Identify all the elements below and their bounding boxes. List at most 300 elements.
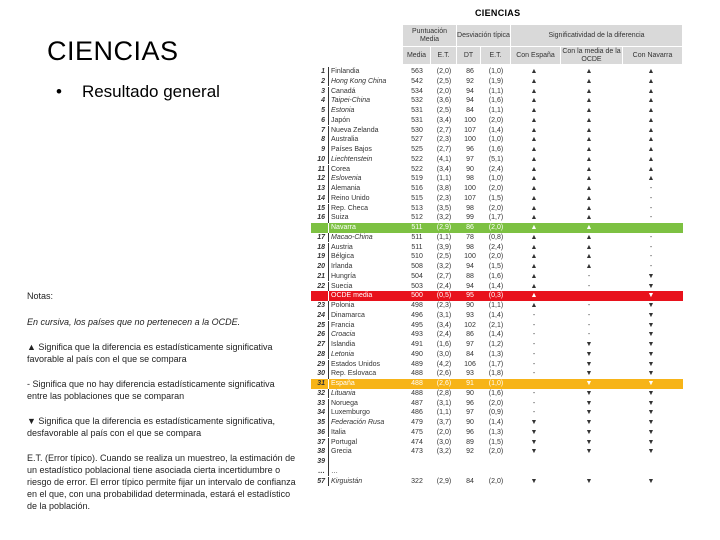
mean-cell: 496 (411, 311, 423, 319)
sd-se-cell: (1,1) (488, 107, 504, 114)
mean-se-cell: (1,6) (436, 341, 452, 348)
mean-se-cell: (3,6) (436, 97, 452, 105)
table-row (311, 457, 683, 467)
sig-navarra-cell: ▼ (647, 448, 655, 456)
country-cell: Austria (328, 243, 401, 253)
country-cell: Portugal (328, 438, 401, 448)
sd-cell: 98 (466, 175, 474, 183)
table-row (311, 379, 683, 389)
country-cell: Kirguistán (328, 477, 401, 487)
sd-se-cell: (1,1) (488, 302, 504, 309)
mean-se-cell: (2,0) (436, 428, 452, 436)
table-row (311, 291, 683, 301)
sig-spain-cell: - (532, 389, 536, 397)
down-arrow-note: ▼ Significa que la diferencia es estadísticamente significativa, desfavorable al país con el que se compara (27, 416, 276, 438)
mean-se-cell: (3,4) (436, 321, 452, 329)
sig-navarra-cell: - (649, 263, 653, 270)
table-row (311, 321, 683, 331)
sd-se-cell: (1,6) (488, 146, 504, 153)
country-cell: Lituania (328, 389, 401, 399)
country-cell: Australia (328, 135, 401, 145)
sd-se-cell: (1,8) (488, 370, 504, 378)
sd-se-cell: (1,4) (488, 282, 504, 290)
sig-navarra-cell: ▼ (647, 282, 655, 290)
rank-cell: 17 (317, 233, 325, 241)
mean-se-cell: (2,9) (436, 224, 452, 231)
mean-cell: 474 (411, 438, 423, 446)
mean-cell: 534 (411, 87, 423, 95)
sig-spain-cell: ▲ (530, 68, 538, 75)
country-cell: Rep. Eslovaca (328, 369, 401, 379)
mean-se-cell: (1,1) (436, 175, 452, 183)
sig-oecd-cell: - (587, 311, 591, 319)
rank-cell: 36 (317, 428, 325, 436)
mean-se-cell: (3,7) (436, 419, 452, 426)
sig-spain-cell: ▲ (530, 224, 538, 231)
country-cell: Bélgica (328, 252, 401, 262)
sig-spain-cell: ▲ (530, 272, 538, 280)
rank-cell: 2 (321, 77, 325, 85)
country-cell: Alemania (328, 184, 401, 194)
header-sd-group: Desviación típica (457, 25, 511, 47)
rank-cell: 11 (317, 165, 325, 173)
sd-cell: 107 (464, 194, 476, 202)
sig-spain-cell: ▲ (530, 263, 538, 270)
country-cell: Suecia (328, 282, 401, 292)
sig-oecd-cell: ▲ (585, 214, 593, 222)
country-cell: Nueva Zelanda (328, 126, 401, 136)
rank-cell: 8 (321, 136, 325, 144)
sig-oecd-cell: ▲ (585, 116, 593, 124)
rank-cell: 26 (317, 331, 325, 339)
sd-cell: 78 (466, 233, 474, 241)
sig-spain-cell: - (532, 409, 536, 417)
mean-se-cell: (4,2) (436, 360, 452, 368)
country-cell: Croacia (328, 330, 401, 340)
sig-spain-cell: - (532, 341, 536, 348)
table-row (311, 165, 683, 175)
country-cell: España (328, 379, 401, 389)
sig-navarra-cell: ▼ (647, 360, 655, 368)
mean-cell: 488 (411, 389, 423, 397)
rank-cell: 25 (317, 321, 325, 329)
slide-title: CIENCIAS (47, 36, 179, 66)
sd-cell: 91 (466, 380, 474, 387)
mean-cell: 512 (411, 214, 423, 222)
table-row (311, 145, 683, 155)
rank-cell: 38 (317, 448, 325, 456)
sig-navarra-cell: ▼ (647, 321, 655, 329)
sig-navarra-cell: - (649, 214, 653, 222)
table-row (311, 204, 683, 214)
mean-cell: 503 (411, 282, 423, 290)
rank-cell: 32 (317, 389, 325, 397)
sig-navarra-cell: ▲ (647, 126, 655, 134)
mean-cell: 531 (411, 116, 423, 124)
country-cell: Italia (328, 428, 401, 438)
sd-se-cell: (1,1) (488, 87, 504, 95)
sig-spain-cell: ▼ (530, 448, 538, 456)
mean-cell: 322 (411, 477, 423, 485)
sd-se-cell: (1,6) (488, 272, 504, 280)
mean-cell: 488 (411, 370, 423, 378)
sig-oecd-cell: ▲ (585, 126, 593, 134)
sd-cell: 96 (466, 399, 474, 407)
sd-se-cell: (2,0) (488, 253, 504, 261)
sig-spain-cell: ▲ (530, 107, 538, 114)
mean-cell: 490 (411, 350, 423, 358)
rank-cell: 22 (317, 282, 325, 290)
sig-navarra-cell: - (649, 243, 653, 251)
sig-oecd-cell: - (587, 302, 591, 309)
table-row (311, 126, 683, 136)
sig-spain-cell: ▲ (530, 185, 538, 192)
rank-cell: 19 (317, 253, 325, 261)
sig-spain-cell: ▲ (530, 292, 538, 300)
sig-oecd-cell: ▼ (585, 409, 593, 417)
table-row (311, 467, 683, 477)
country-cell (328, 457, 401, 467)
mean-se-cell: (3,1) (436, 399, 452, 407)
sd-cell: 95 (466, 292, 474, 300)
mean-cell: 488 (411, 380, 423, 387)
sd-se-cell: (2,0) (488, 116, 504, 124)
table-row (311, 155, 683, 165)
rank-cell: 1 (321, 68, 325, 75)
sig-oecd-cell: ▼ (585, 448, 593, 456)
sd-cell: 97 (466, 409, 474, 417)
country-cell: Rep. Checa (328, 204, 401, 214)
sig-navarra-cell: ▲ (647, 77, 655, 85)
table-row (311, 438, 683, 448)
sig-oecd-cell: ▼ (585, 370, 593, 378)
sig-spain-cell: ▲ (530, 165, 538, 173)
rank-cell: 30 (317, 370, 325, 378)
mean-se-cell: (0,5) (436, 292, 452, 300)
sd-se-cell: (1,5) (488, 263, 504, 270)
sd-cell: 107 (464, 126, 476, 134)
mean-cell: 495 (411, 321, 423, 329)
country-cell: Dinamarca (328, 311, 401, 321)
rank-cell: 15 (317, 204, 325, 212)
header-con-navarra: Con Navarra (623, 47, 683, 65)
sig-navarra-cell: ▲ (647, 107, 655, 114)
country-cell: Eslovenia (328, 174, 401, 184)
mean-cell: 500 (411, 292, 423, 300)
mean-cell: 473 (411, 448, 423, 456)
bullet-text: Resultado general (81, 82, 220, 101)
sig-navarra-cell: ▲ (647, 155, 655, 163)
country-cell: Hungría (328, 272, 401, 282)
sd-se-cell: (2,0) (488, 399, 504, 407)
country-cell: Letonia (328, 350, 401, 360)
sd-cell: 97 (466, 341, 474, 348)
sd-cell: 90 (466, 165, 474, 173)
sd-cell: 84 (466, 477, 474, 485)
table-row (311, 272, 683, 282)
table-row (311, 447, 683, 457)
sd-cell: 100 (464, 253, 476, 261)
sig-navarra-cell: - (649, 194, 653, 202)
mean-se-cell: (2,0) (436, 68, 452, 75)
sig-spain-cell: ▼ (530, 477, 538, 485)
country-cell: Hong Kong China (328, 77, 401, 87)
mean-se-cell: (2,5) (436, 77, 452, 85)
sig-spain-cell: ▲ (530, 214, 538, 222)
sd-se-cell: (1,4) (488, 311, 504, 319)
country-cell: Navarra (328, 223, 401, 233)
sd-se-cell: (1,4) (488, 419, 504, 426)
sd-se-cell: (2,0) (488, 204, 504, 212)
rank-cell: 34 (317, 409, 325, 417)
sig-navarra-cell: ▲ (647, 146, 655, 153)
sig-oecd-cell: ▼ (585, 428, 593, 436)
rank-cell: 21 (317, 272, 325, 280)
sd-cell: 90 (466, 419, 474, 426)
sig-oecd-cell: ▼ (585, 419, 593, 426)
table-row (311, 184, 683, 194)
rank-cell: 23 (317, 302, 325, 309)
sig-oecd-cell: ▲ (585, 136, 593, 144)
table-row (311, 408, 683, 418)
sig-spain-cell: ▲ (530, 175, 538, 183)
rank-cell: … (318, 467, 325, 475)
mean-se-cell: (3,2) (436, 214, 452, 222)
sig-spain-cell: ▲ (530, 136, 538, 144)
sd-se-cell: (1,0) (488, 380, 504, 387)
sig-navarra-cell: ▼ (647, 341, 655, 348)
sig-oecd-cell: ▼ (585, 350, 593, 358)
sd-cell: 102 (464, 321, 476, 329)
rank-cell: 5 (321, 107, 325, 114)
mean-se-cell: (3,2) (436, 263, 452, 270)
mean-se-cell: (3,2) (436, 448, 452, 456)
sig-oecd-cell: - (587, 282, 591, 290)
sig-navarra-cell: ▼ (647, 419, 655, 426)
country-cell: Francia (328, 321, 401, 331)
sig-spain-cell: ▼ (530, 428, 538, 436)
sig-spain-cell: ▲ (530, 87, 538, 95)
table-row (311, 106, 683, 116)
mean-se-cell: (2,9) (436, 477, 452, 485)
rank-cell: 37 (317, 438, 325, 446)
notes-heading: Notas: (27, 291, 54, 301)
table-row (311, 418, 683, 428)
mean-se-cell: (2,5) (436, 253, 452, 261)
country-cell: Estonia (328, 106, 401, 116)
sig-spain-cell: - (532, 331, 536, 339)
sig-oecd-cell: ▼ (585, 360, 593, 368)
sig-navarra-cell: ▼ (647, 409, 655, 417)
sig-spain-cell: ▲ (530, 77, 538, 85)
rank-cell: 6 (321, 116, 325, 124)
rank-cell: 35 (317, 419, 325, 426)
table-row (311, 174, 683, 184)
bullet-item (56, 82, 220, 102)
sig-oecd-cell: ▼ (585, 380, 593, 387)
sig-oecd-cell: ▼ (585, 389, 593, 397)
sig-spain-cell: - (532, 321, 536, 329)
sig-navarra-cell: - (649, 253, 653, 261)
country-cell: Estados Unidos (328, 360, 401, 370)
rank-cell: 9 (321, 146, 325, 153)
sig-oecd-cell: ▲ (585, 233, 593, 241)
sd-se-cell: (1,3) (488, 350, 504, 358)
sig-oecd-cell: ▼ (585, 341, 593, 348)
country-cell: Grecia (328, 447, 401, 457)
up-arrow-note: ▲ Significa que la diferencia es estadísticamente significativa favorable al país con el que se compara (27, 342, 273, 364)
rank-cell: 13 (317, 185, 325, 192)
header-con-ocde: Con la media de la OCDE (561, 47, 623, 65)
sd-cell: 96 (466, 146, 474, 153)
standard-error-note: E.T. (Error típico). Cuando se realiza un muestreo, la estimación de un estadístico poblacional tiene asociada cierta incertidumbre o riesgo de error. El error típico permite fijar un intervalo de confianza en el que, con una probabilidad determinada, estará el estadístico de la población. (27, 453, 296, 511)
country-cell: Canadá (328, 87, 401, 97)
sig-spain-cell: ▲ (530, 204, 538, 212)
sd-cell: 88 (466, 272, 474, 280)
mean-cell: 511 (411, 233, 423, 241)
sig-oecd-cell: ▲ (585, 175, 593, 183)
sig-spain-cell: ▼ (530, 419, 538, 426)
country-cell: Suiza (328, 213, 401, 223)
sig-oecd-cell: - (587, 272, 591, 280)
sig-navarra-cell: ▼ (647, 350, 655, 358)
sig-spain-cell: ▼ (530, 438, 538, 446)
table-row (311, 194, 683, 204)
sig-navarra-cell: ▲ (647, 68, 655, 75)
sd-cell: 86 (466, 224, 474, 231)
sd-se-cell: (2,4) (488, 165, 504, 173)
rank-cell: 24 (317, 311, 325, 319)
sig-oecd-cell: - (587, 331, 591, 339)
mean-cell: 504 (411, 272, 423, 280)
mean-se-cell: (1,1) (436, 233, 452, 241)
sig-oecd-cell: ▲ (585, 204, 593, 212)
sig-spain-cell: ▲ (530, 116, 538, 124)
sig-navarra-cell: ▲ (647, 97, 655, 105)
mean-cell: 519 (411, 175, 423, 183)
sig-spain-cell: ▲ (530, 146, 538, 153)
sd-se-cell: (1,6) (488, 97, 504, 105)
header-dt: DT (457, 47, 481, 65)
header-con-espana: Con España (511, 47, 561, 65)
sd-cell: 94 (466, 87, 474, 95)
sd-se-cell: (1,9) (488, 77, 504, 85)
table-row (311, 477, 683, 487)
sd-cell: 90 (466, 389, 474, 397)
sig-navarra-cell: ▲ (647, 116, 655, 124)
table-row (311, 243, 683, 253)
table-title: CIENCIAS (475, 8, 521, 18)
sig-navarra-cell: ▲ (647, 165, 655, 173)
sig-oecd-cell: ▲ (585, 77, 593, 85)
mean-cell: 525 (411, 146, 423, 153)
sd-cell: 86 (466, 68, 474, 75)
sig-oecd-cell: ▲ (585, 243, 593, 251)
results-table (311, 25, 683, 530)
sd-cell: 96 (466, 428, 474, 436)
rank-cell: 57 (317, 477, 325, 485)
sd-cell: 100 (464, 185, 476, 192)
sd-se-cell: (2,1) (488, 321, 504, 329)
sd-se-cell: (1,0) (488, 68, 504, 75)
rank-cell: 31 (317, 380, 325, 387)
mean-se-cell: (2,4) (436, 282, 452, 290)
mean-cell: 513 (411, 204, 423, 212)
header-mean-group: Puntuación Media (403, 25, 457, 47)
country-cell: Luxemburgo (328, 408, 401, 418)
table-row (311, 389, 683, 399)
sd-se-cell: (1,7) (488, 360, 504, 368)
table-row (311, 67, 683, 77)
sd-se-cell: (1,3) (488, 428, 504, 436)
sd-se-cell: (2,0) (488, 224, 504, 231)
rank-cell: 33 (317, 399, 325, 407)
mean-se-cell: (3,4) (436, 165, 452, 173)
mean-se-cell: (3,8) (436, 185, 452, 192)
sd-cell: 93 (466, 370, 474, 378)
table-row (311, 96, 683, 106)
rank-cell: 14 (317, 194, 325, 202)
sig-spain-cell: ▲ (530, 243, 538, 251)
table-row (311, 350, 683, 360)
sig-navarra-cell: ▼ (647, 399, 655, 407)
sd-se-cell: (0,9) (488, 409, 504, 417)
sd-se-cell: (1,4) (488, 331, 504, 339)
sig-spain-cell: - (532, 350, 536, 358)
table-row (311, 223, 683, 233)
country-cell: OCDE media (328, 291, 401, 301)
sig-navarra-cell: ▼ (647, 370, 655, 378)
mean-se-cell: (4,1) (436, 155, 452, 163)
sig-oecd-cell: ▲ (585, 107, 593, 114)
italic-note: En cursiva, los países que no pertenecen a la OCDE. (27, 317, 241, 327)
mean-cell: 563 (411, 68, 423, 75)
rank-cell: 20 (317, 263, 325, 270)
country-cell: Países Bajos (328, 145, 401, 155)
rank-cell: 29 (317, 360, 325, 368)
sig-spain-cell: ▲ (530, 155, 538, 163)
sig-oecd-cell: ▲ (585, 263, 593, 270)
table-row (311, 233, 683, 243)
sig-navarra-cell: - (649, 204, 653, 212)
header-et2: E.T. (481, 47, 511, 65)
sd-se-cell: (2,0) (488, 477, 504, 485)
mean-cell: 487 (411, 399, 423, 407)
table-row (311, 135, 683, 145)
sd-se-cell: (1,7) (488, 214, 504, 222)
sd-se-cell: (2,0) (488, 448, 504, 456)
table-row (311, 252, 683, 262)
mean-cell: 527 (411, 136, 423, 144)
rank-cell: 16 (317, 214, 325, 222)
sig-oecd-cell: ▲ (585, 97, 593, 105)
sig-spain-cell: - (532, 370, 536, 378)
sd-se-cell: (1,6) (488, 389, 504, 397)
sig-oecd-cell: - (587, 321, 591, 329)
sd-se-cell: (1,0) (488, 175, 504, 183)
sd-cell: 98 (466, 243, 474, 251)
table-row (311, 262, 683, 272)
sd-se-cell: (1,4) (488, 126, 504, 134)
sig-navarra-cell: ▼ (647, 302, 655, 309)
header-et: E.T. (431, 47, 457, 65)
sig-navarra-cell: ▼ (647, 428, 655, 436)
sig-spain-cell: ▲ (530, 194, 538, 202)
mean-cell: 532 (411, 97, 423, 105)
header-sig-group: Significatividad de la diferencia (511, 25, 683, 47)
mean-se-cell: (2,4) (436, 331, 452, 339)
sd-se-cell: (5,1) (488, 155, 504, 163)
